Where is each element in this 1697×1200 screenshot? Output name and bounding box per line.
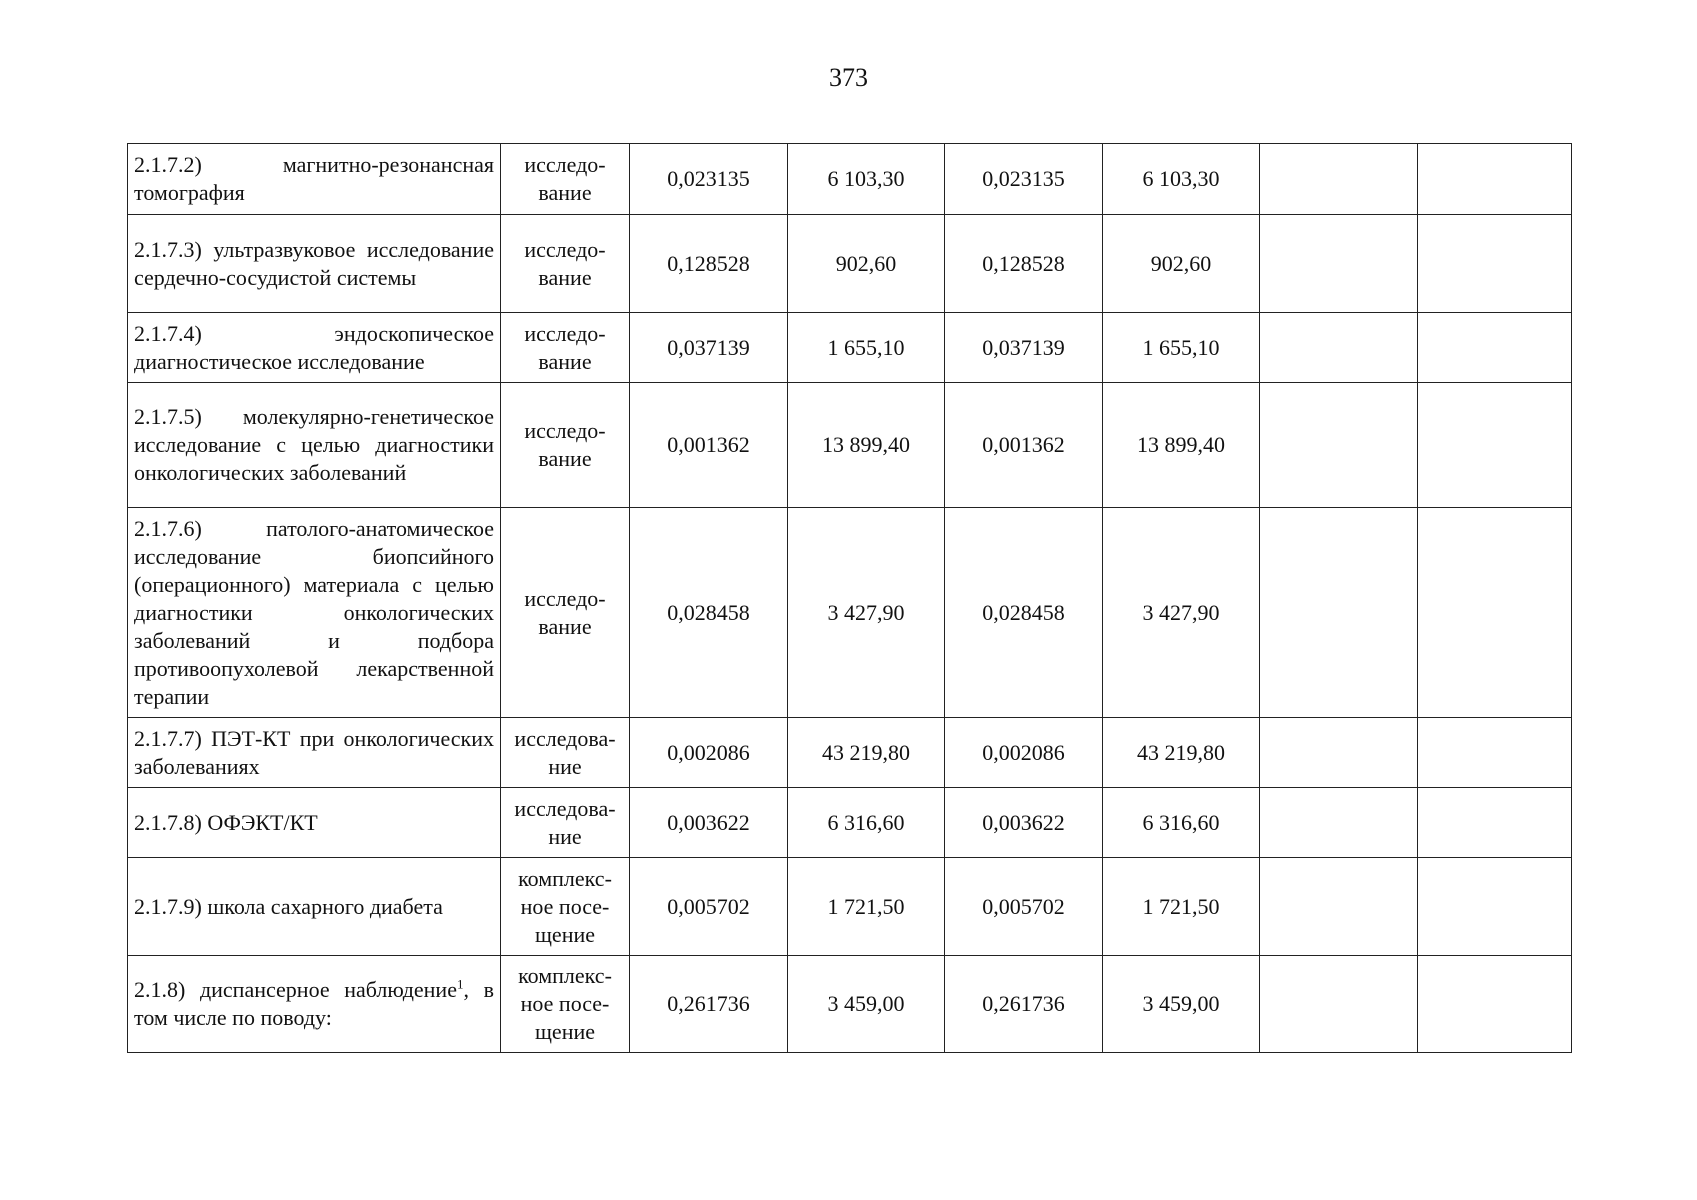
empty-cell <box>1260 508 1418 718</box>
table-row <box>128 383 1572 508</box>
table-row <box>128 313 1572 383</box>
unit-cell <box>501 956 630 1053</box>
table-row <box>128 858 1572 956</box>
value-cell: 6 316,60 <box>788 788 945 858</box>
table-row <box>128 788 1572 858</box>
unit-line: щение <box>534 921 596 947</box>
unit-cell <box>501 718 630 788</box>
empty-cell <box>1260 788 1418 858</box>
unit-cell <box>501 508 630 718</box>
unit-line: исследо- <box>524 152 606 177</box>
empty-cell <box>1418 508 1572 718</box>
value-cell: 1 721,50 <box>1103 858 1260 956</box>
value-cell: 3 459,00 <box>1103 956 1260 1053</box>
unit-cell <box>501 144 630 215</box>
value-cell: 6 103,30 <box>788 144 945 215</box>
unit-line: ное посе- <box>520 991 610 1016</box>
value-cell: 1 655,10 <box>1103 313 1260 383</box>
empty-cell <box>1418 788 1572 858</box>
empty-cell <box>1418 215 1572 313</box>
value-cell: 0,023135 <box>945 144 1103 215</box>
table-row <box>128 144 1572 215</box>
empty-cell <box>1418 144 1572 215</box>
value-cell: 0,028458 <box>630 508 788 718</box>
value-cell: 0,037139 <box>630 313 788 383</box>
table-row <box>128 508 1572 718</box>
value-cell: 0,002086 <box>945 718 1103 788</box>
empty-cell <box>1260 718 1418 788</box>
unit-line: комплекс- <box>518 865 612 891</box>
unit-line: исследо- <box>524 585 606 611</box>
value-cell: 0,003622 <box>630 788 788 858</box>
value-cell: 0,128528 <box>945 215 1103 313</box>
unit-cell <box>501 858 630 956</box>
empty-cell <box>1418 956 1572 1053</box>
empty-cell <box>1418 313 1572 383</box>
unit-line: исследо- <box>524 236 606 262</box>
row-name-cell: 2.1.7.8) ОФЭКТ/КТ <box>128 788 501 858</box>
table-row <box>128 215 1572 313</box>
empty-cell <box>1418 383 1572 508</box>
unit-line: вание <box>538 613 592 639</box>
value-cell: 43 219,80 <box>788 718 945 788</box>
row-name-cell: 2.1.7.5) молекулярно-генетическое исследование с целью диагностики онкологических заболеваний <box>128 383 501 508</box>
footnote-marker: 1 <box>456 976 464 992</box>
value-cell: 902,60 <box>788 215 945 313</box>
table-row <box>128 956 1572 1053</box>
value-cell: 0,002086 <box>630 718 788 788</box>
row-name-cell: 2.1.7.6) патолого-анатомическое исследование биопсийного (операционного) материала с целью диагностики онкологических заболеваний и подбора противоопухолевой лекарственной терапии <box>128 508 501 718</box>
value-cell: 0,023135 <box>630 144 788 215</box>
unit-cell <box>501 788 630 858</box>
unit-line: вание <box>538 264 592 290</box>
value-cell: 3 427,90 <box>788 508 945 718</box>
data-table <box>127 143 1572 1053</box>
unit-line: ние <box>548 753 582 779</box>
value-cell: 0,037139 <box>945 313 1103 383</box>
empty-cell <box>1260 858 1418 956</box>
value-cell: 1 655,10 <box>788 313 945 383</box>
value-cell: 3 427,90 <box>1103 508 1260 718</box>
value-cell: 13 899,40 <box>788 383 945 508</box>
empty-cell <box>1418 718 1572 788</box>
row-name-cell: 2.1.7.4) эндоскопическое диагностическое исследование <box>128 313 501 383</box>
empty-cell <box>1260 956 1418 1053</box>
row-name-cell: 2.1.7.7) ПЭТ-КТ при онкологических заболеваниях <box>128 718 501 788</box>
unit-cell <box>501 215 630 313</box>
empty-cell <box>1260 144 1418 215</box>
value-cell: 0,005702 <box>630 858 788 956</box>
empty-cell <box>1260 383 1418 508</box>
unit-line: исследова- <box>514 725 616 751</box>
unit-line: вание <box>538 446 592 471</box>
empty-cell <box>1418 858 1572 956</box>
row-name-cell: 2.1.7.3) ультразвуковое исследование сердечно-сосудистой системы <box>128 215 501 313</box>
value-cell: 0,003622 <box>945 788 1103 858</box>
unit-line: вание <box>538 348 592 374</box>
value-cell: 0,261736 <box>945 956 1103 1053</box>
unit-line: комплекс- <box>518 963 612 988</box>
value-cell: 902,60 <box>1103 215 1260 313</box>
value-cell: 0,001362 <box>945 383 1103 508</box>
value-cell: 6 316,60 <box>1103 788 1260 858</box>
value-cell: 3 459,00 <box>788 956 945 1053</box>
unit-line: исследо- <box>524 320 606 346</box>
empty-cell <box>1260 313 1418 383</box>
row-name-text: 2.1.8) диспансерное наблюдение <box>134 977 457 1002</box>
row-name-cell <box>128 956 501 1053</box>
value-cell: 43 219,80 <box>1103 718 1260 788</box>
value-cell: 0,001362 <box>630 383 788 508</box>
unit-line: ное посе- <box>520 893 610 919</box>
value-cell: 0,261736 <box>630 956 788 1053</box>
row-name-cell: 2.1.7.9) школа сахарного диабета <box>128 858 501 956</box>
row-name-cell: 2.1.7.2) магнитно-резонансная томография <box>128 144 501 215</box>
row-name-tail: , в том числе по поводу: <box>134 977 494 1030</box>
unit-line: ние <box>548 823 582 849</box>
unit-line: исследова- <box>514 795 616 821</box>
unit-line: вание <box>538 180 592 205</box>
unit-line: щение <box>534 1019 596 1044</box>
unit-line: исследо- <box>524 418 606 443</box>
value-cell: 1 721,50 <box>788 858 945 956</box>
empty-cell <box>1260 215 1418 313</box>
value-cell: 0,005702 <box>945 858 1103 956</box>
value-cell: 0,028458 <box>945 508 1103 718</box>
value-cell: 13 899,40 <box>1103 383 1260 508</box>
value-cell: 0,128528 <box>630 215 788 313</box>
table-row <box>128 718 1572 788</box>
page-number: 373 <box>829 63 868 92</box>
unit-cell <box>501 383 630 508</box>
value-cell: 6 103,30 <box>1103 144 1260 215</box>
unit-cell <box>501 313 630 383</box>
